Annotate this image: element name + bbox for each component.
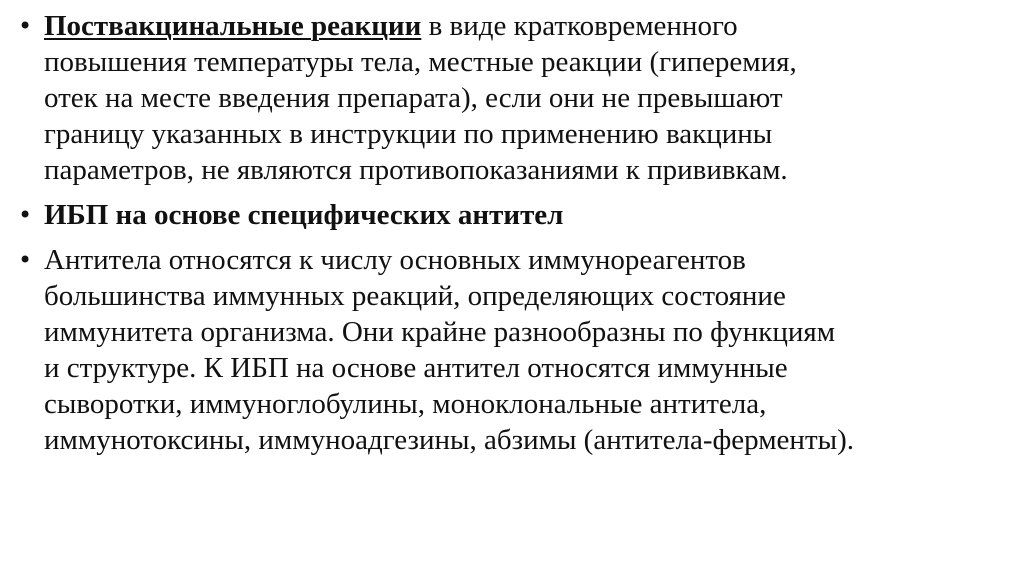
bullet-item-antibodies	[18, 242, 1008, 458]
bullet-dot-icon: •	[18, 246, 33, 274]
bullet-line: отек на месте введения препарата), если они не превышают	[44, 82, 783, 114]
bullet-list	[18, 8, 1008, 467]
bullet-item-antibody-heading	[18, 197, 1008, 233]
section-heading: ИБП на основе специфических антител	[44, 199, 564, 231]
bullet-line: сыворотки, иммуноглобулины, моноклональные антитела,	[44, 388, 767, 420]
bullet-line: границу указанных в инструкции по применению вакцины	[44, 118, 773, 150]
bullet-line: иммунитета организма. Они крайне разнообразны по функциям	[44, 316, 836, 348]
bullet-text: в виде кратковременного	[421, 10, 738, 42]
bullet-line	[44, 8, 1008, 44]
bullet-line: и структуре. К ИБП на основе антител относятся иммунные	[44, 352, 788, 384]
bullet-dot-icon: •	[18, 12, 33, 40]
bullet-line: параметров, не являются противопоказаниями к прививкам.	[44, 154, 788, 186]
bullet-item-post-vaccination	[18, 8, 1008, 188]
bullet-line: иммунотоксины, иммуноадгезины, абзимы (антитела-ферменты).	[44, 424, 855, 456]
bullet-dot-icon: •	[18, 201, 33, 229]
bullet-line: повышения температуры тела, местные реакции (гиперемия,	[44, 46, 797, 78]
bullet-line: Антитела относятся к числу основных иммунореагентов	[44, 244, 746, 276]
bullet-lead-term: Поствакцинальные реакции	[44, 10, 422, 42]
bullet-line: большинства иммунных реакций, определяющих состояние	[44, 280, 786, 312]
